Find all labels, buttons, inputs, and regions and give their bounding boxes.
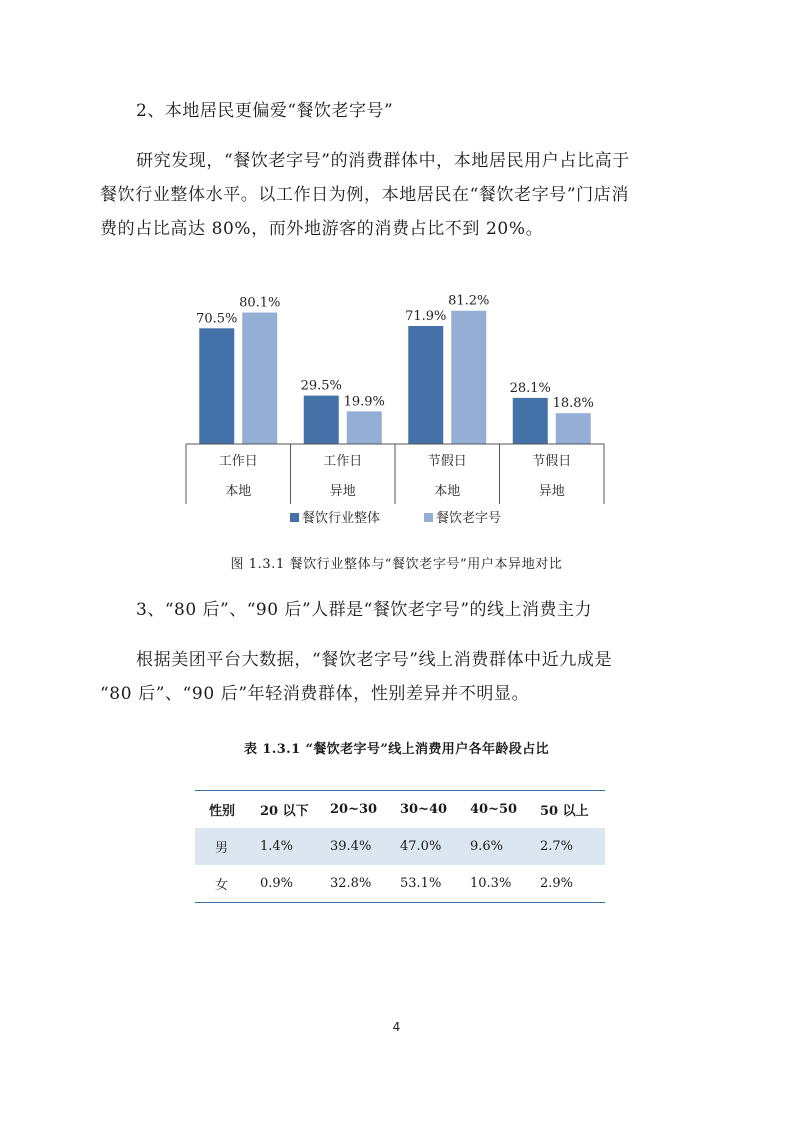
figure-caption: 图 1.3.1 餐饮行业整体与“餐饮老字号”用户本异地对比 [230,557,563,572]
table-row [195,828,605,865]
table-row [195,865,605,903]
table-cell: 0.9% [260,865,330,903]
table-cell: 9.6% [470,828,540,865]
table-cell: 1.4% [260,828,330,865]
table-cell: 男 [195,828,260,865]
category-tick-label: 节假日 [427,454,467,469]
page-number: 4 [392,1020,401,1034]
data-label: 80.1% [239,295,281,311]
paragraph-line: 费的占比高达 80%，而外地游客的消费占比不到 20%。 [100,219,544,239]
table-header-cell: 30~40 [400,791,470,829]
category-tick-label: 工作日 [218,454,258,469]
table-header-cell: 20 以下 [260,791,330,829]
legend-swatch [424,513,433,522]
category-tick-label: 异地 [538,484,565,499]
table-header-row [195,791,605,829]
bar [513,398,548,444]
age-distribution-table [195,790,605,903]
category-tick-label: 工作日 [323,454,363,469]
table-cell: 女 [195,865,260,903]
bar [556,413,591,444]
legend-label: 餐饮行业整体 [302,511,381,526]
section-3-heading: 3、“80 后”、“90 后”人群是“餐饮老字号”的线上消费主力 [136,600,593,620]
section-2-heading: 2、本地居民更偏爱“餐饮老字号” [136,101,394,121]
paragraph-line: 餐饮行业整体水平。以工作日为例，本地居民在“餐饮老字号”门店消 [100,185,629,205]
category-tick-label: 异地 [329,484,356,499]
table-cell: 2.7% [540,828,605,865]
bar [304,396,339,444]
table-header-cell: 20~30 [330,791,400,829]
data-label: 29.5% [300,378,342,394]
data-label: 18.8% [552,396,594,412]
paragraph-line: 研究发现，“餐饮老字号”的消费群体中，本地居民用户占比高于 [136,151,630,171]
bar [347,411,382,444]
data-label: 81.2% [448,293,490,309]
category-tick-label: 本地 [434,484,461,499]
data-label: 28.1% [509,380,551,396]
bar [451,311,486,444]
legend-swatch [290,513,299,522]
data-label: 71.9% [405,308,447,324]
table-cell: 47.0% [400,828,470,865]
table-caption: 表 1.3.1 “餐饮老字号”线上消费用户各年龄段占比 [244,742,549,757]
table-cell: 53.1% [400,865,470,903]
table-cell: 32.8% [330,865,400,903]
table-cell: 2.9% [540,865,605,903]
category-tick-label: 节假日 [532,454,572,469]
bar [199,328,234,444]
data-label: 70.5% [196,311,238,327]
section-2-paragraph [100,144,720,246]
paragraph-line: 根据美团平台大数据，“餐饮老字号”线上消费群体中近九成是 [136,650,613,670]
table-header-cell: 性别 [195,791,260,829]
bar [242,313,277,444]
table-header-cell: 50 以上 [540,791,605,829]
table-cell: 10.3% [470,865,540,903]
data-label: 19.9% [343,394,385,410]
table-cell: 39.4% [330,828,400,865]
legend-label: 餐饮老字号 [436,511,502,526]
section-3-paragraph [100,643,720,711]
bar-chart [0,262,793,542]
table-header-cell: 40~50 [470,791,540,829]
paragraph-line: “80 后”、“90 后”年轻消费群体，性别差异并不明显。 [100,684,530,704]
bar [408,326,443,444]
category-tick-label: 本地 [225,484,252,499]
